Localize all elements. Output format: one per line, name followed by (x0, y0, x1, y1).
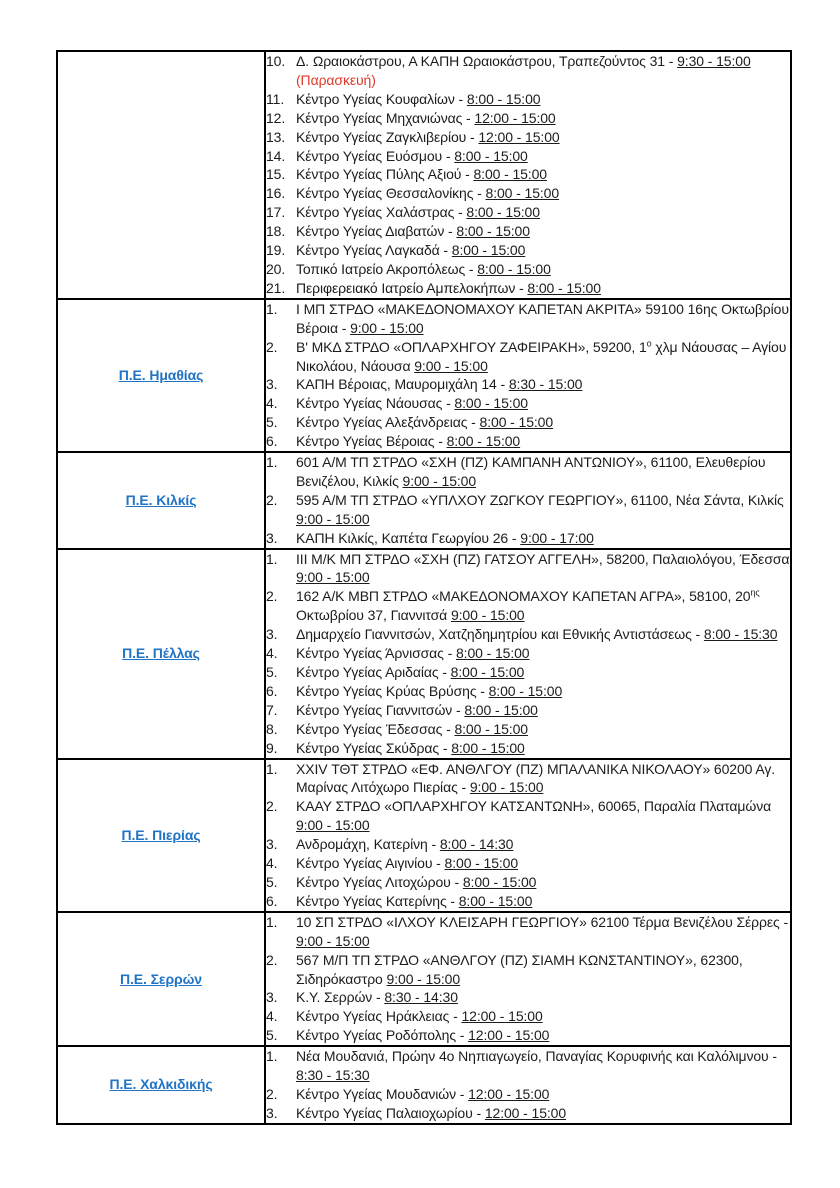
time-range: 9:00 - 15:00 (296, 932, 370, 949)
region-cell (57, 1046, 265, 1124)
item-text (296, 375, 790, 394)
table-row (57, 299, 791, 452)
region-link[interactable]: Π.Ε. Ημαθίας (118, 366, 204, 383)
item-number: 6. (266, 682, 278, 699)
item-text (296, 52, 790, 90)
time-range: 9:00 - 15:00 (450, 607, 525, 624)
item-text (296, 739, 790, 758)
item-text (296, 892, 790, 911)
location-text: Κέντρο Υγείας Αλεξάνδρειας - (296, 414, 480, 431)
time-range: 9:00 - 15:00 (402, 472, 477, 489)
item-number: 3. (266, 376, 278, 393)
time-range: 8:00 - 15:00 (477, 260, 551, 277)
item-number: 13. (266, 128, 286, 145)
list-item (266, 701, 790, 720)
list-item (266, 854, 790, 873)
time-range: 8:30 - 15:30 (296, 1067, 370, 1084)
items-cell (265, 912, 791, 1046)
item-number: 1. (266, 1048, 278, 1065)
list-item (266, 260, 790, 279)
location-text: Κέντρο Υγείας Κουφαλίων - (296, 90, 467, 107)
time-range: 8:00 - 15:00 (466, 204, 540, 221)
items-cell (265, 549, 791, 759)
location-text: Κέντρο Υγείας Πύλης Αξιού - (296, 166, 474, 183)
list-item (266, 203, 790, 222)
time-range: 12:00 - 15:00 (461, 1008, 543, 1025)
item-number: 1. (266, 913, 278, 930)
item-number: 19. (266, 242, 286, 259)
item-text (296, 587, 790, 625)
list-item (266, 453, 790, 491)
item-number: 4. (266, 855, 278, 872)
location-text: Νέα Μουδανιά, Πρώην 4ο Νηπιαγωγείο, Παναγίας Κορυφινής και Καλόλιμνου - (296, 1048, 777, 1065)
table-row (57, 1046, 791, 1124)
location-text: Κέντρο Υγείας Ζαγκλιβερίου - (296, 128, 479, 145)
items-cell (265, 51, 791, 299)
item-number: 4. (266, 645, 278, 662)
list-item (266, 338, 790, 376)
item-number: 14. (266, 147, 286, 164)
item-number: 3. (266, 1104, 278, 1121)
item-number: 4. (266, 395, 278, 412)
item-number: 2. (266, 338, 278, 355)
region-link[interactable]: Π.Ε. Χαλκιδικής (109, 1076, 213, 1093)
item-number: 2. (266, 588, 278, 605)
location-text: Κ.Υ. Σερρών - (296, 989, 385, 1006)
item-text (296, 1085, 790, 1104)
list-item (266, 835, 790, 854)
list-item (266, 760, 790, 798)
location-text: χλμ Νάουσας – Αγίου Νικολάου, Νάουσα (296, 338, 787, 374)
location-text: ΚΑΠΗ Βέροιας, Μαυρομιχάλη 14 - (296, 376, 509, 393)
item-text (296, 873, 790, 892)
list-item (266, 873, 790, 892)
item-number: 18. (266, 223, 286, 240)
location-text: Κέντρο Υγείας Βέροιας - (296, 433, 447, 450)
region-cell (57, 759, 265, 912)
list-item (266, 491, 790, 529)
list-item (266, 413, 790, 432)
list-item (266, 375, 790, 394)
item-text (296, 797, 790, 835)
location-text: Κέντρο Υγείας Ευόσμου - (296, 147, 455, 164)
item-number: 5. (266, 664, 278, 680)
item-text (296, 701, 790, 720)
table-row (57, 452, 791, 549)
item-number: 2. (266, 798, 278, 815)
item-number: 5. (266, 1027, 278, 1044)
list-item (266, 663, 790, 682)
table-row (57, 759, 791, 912)
list-item (266, 951, 790, 989)
location-text: Κέντρο Υγείας Κατερίνης - (296, 892, 459, 909)
list-item (266, 279, 790, 298)
region-link[interactable]: Π.Ε. Σερρών (120, 970, 202, 987)
item-number: 6. (266, 433, 278, 450)
location-text: Κέντρο Υγείας Αριδαίας - (296, 664, 451, 680)
item-text (296, 184, 790, 203)
time-range: 9:00 - 17:00 (520, 529, 594, 546)
location-text: Κέντρο Υγείας Γιαννιτσών - (296, 701, 465, 718)
location-text: 595 Α/Μ ΤΠ ΣΤΡΔΟ «ΥΠΛΧΟΥ ΖΩΓΚΟΥ ΓΕΩΡΓΙΟΥ», 61100, Νέα Σάντα, Κιλκίς (296, 491, 784, 508)
time-range: 9:00 - 15:00 (296, 817, 370, 834)
location-text: 567 Μ/Π ΤΠ ΣΤΡΔΟ «ΑΝΘΛΓΟΥ (ΠΖ) ΣΙΑΜΗ ΚΩΝΣΤΑΝΤΙΝΟΥ», 62300, Σιδηρόκαστρο (296, 951, 743, 987)
item-text (296, 1047, 790, 1085)
location-text: Κέντρο Υγείας Παλαιοχωρίου - (296, 1104, 485, 1121)
item-text (296, 720, 790, 739)
day-note: (Παρασκευή) (296, 71, 376, 88)
region-link[interactable]: Π.Ε. Κιλκίς (125, 491, 197, 508)
time-range: 8:00 - 14:30 (439, 836, 514, 853)
time-range: 12:00 - 15:00 (478, 128, 560, 145)
time-range: 8:00 - 15:00 (451, 242, 526, 259)
item-text (296, 109, 790, 128)
time-range: 8:00 - 15:30 (703, 626, 778, 643)
list-item (266, 222, 790, 241)
item-number: 11. (266, 90, 285, 107)
item-text (296, 760, 790, 798)
location-text: Κέντρο Υγείας Σκύδρας - (296, 739, 452, 756)
item-text (296, 413, 790, 432)
time-range: 8:00 - 15:00 (488, 682, 563, 699)
item-number: 21. (266, 279, 286, 296)
location-text: 162 Α/Κ ΜΒΠ ΣΤΡΔΟ «ΜΑΚΕΔΟΝΟΜΑΧΟΥ ΚΑΠΕΤΑΝ ΑΓΡΑ», 58100, 20 (296, 588, 751, 605)
item-text (296, 165, 790, 184)
time-range: 12:00 - 15:00 (484, 1104, 567, 1121)
item-text (296, 529, 790, 548)
item-number: 20. (266, 260, 286, 277)
item-text (296, 90, 790, 109)
item-text (296, 222, 790, 241)
time-range: 8:00 - 15:00 (455, 645, 530, 662)
list-item (266, 625, 790, 644)
list-item (266, 109, 790, 128)
list-item (266, 184, 790, 203)
list-item (266, 892, 790, 911)
item-text (296, 394, 790, 413)
location-text: Κέντρο Υγείας Έδεσσας - (296, 720, 455, 737)
item-number: 2. (266, 491, 278, 508)
location-text: Οκτωβρίου 37, Γιαννιτσά (296, 607, 451, 624)
schedule-table (56, 50, 792, 1125)
item-number: 4. (266, 1008, 278, 1025)
item-text (296, 300, 790, 338)
list-item (266, 165, 790, 184)
item-number: 3. (266, 626, 278, 643)
location-text: Κέντρο Υγείας Ηράκλειας - (296, 1008, 462, 1025)
list-item (266, 913, 790, 951)
item-number: 15. (266, 166, 286, 183)
time-range: 9:00 - 15:00 (414, 357, 488, 374)
time-range: 8:00 - 15:00 (444, 855, 519, 872)
region-cell (57, 912, 265, 1046)
item-text (296, 491, 790, 529)
list-item (266, 644, 790, 663)
location-text: Κέντρο Υγείας Κρύας Βρύσης - (296, 682, 489, 699)
time-range: 8:00 - 15:00 (527, 279, 601, 296)
time-range: 8:00 - 15:00 (458, 892, 533, 909)
item-text (296, 550, 790, 588)
list-item (266, 739, 790, 758)
region-link[interactable]: Π.Ε. Πέλλας (122, 645, 200, 662)
list-item (266, 720, 790, 739)
list-item (266, 988, 790, 1007)
time-range: 8:00 - 15:00 (446, 433, 521, 450)
time-range: 8:00 - 15:00 (451, 739, 525, 756)
location-text: Β' ΜΚΔ ΣΤΡΔΟ «ΟΠΛΑΡΧΗΓΟΥ ΖΑΦΕΙΡΑΚΗ», 59200, 1 (296, 338, 647, 355)
list-item (266, 1026, 790, 1045)
table-row (57, 51, 791, 299)
time-range: 12:00 - 15:00 (468, 1027, 550, 1044)
location-text: Κέντρο Υγείας Λιτοχώρου - (296, 873, 463, 890)
list-item (266, 1104, 790, 1123)
item-number: 3. (266, 529, 278, 546)
location-text: Κέντρο Υγείας Αιγινίου - (296, 855, 445, 872)
item-number: 5. (266, 873, 278, 890)
list-item (266, 241, 790, 260)
schedule-table-body (57, 51, 791, 1124)
time-range: 8:00 - 15:00 (456, 223, 530, 240)
location-text: ΚΑΠΗ Κιλκίς, Καπέτα Γεωργίου 26 - (296, 529, 521, 546)
time-range: 9:00 - 15:00 (296, 569, 370, 586)
location-text: Κέντρο Υγείας Μουδανιών - (296, 1085, 469, 1102)
location-text: Δ. Ωραιοκάστρου, Α ΚΑΠΗ Ωραιοκάστρου, Τραπεζούντος 31 - (296, 53, 678, 69)
item-text (296, 203, 790, 222)
item-number: 3. (266, 989, 278, 1006)
item-text (296, 988, 790, 1007)
time-range: 8:00 - 15:00 (485, 185, 560, 202)
items-cell (265, 452, 791, 549)
item-text (296, 279, 790, 298)
item-text (296, 1104, 790, 1123)
location-text: Κέντρο Υγείας Ροδόπολης - (296, 1027, 469, 1044)
list-item (266, 1085, 790, 1104)
time-range: 8:30 - 14:30 (384, 989, 458, 1006)
time-range: 8:00 - 15:00 (464, 701, 538, 718)
location-text: ΚΑΑΥ ΣΤΡΔΟ «ΟΠΛΑΡΧΗΓΟΥ ΚΑΤΣΑΝΤΩΝΗ», 60065, Παραλία Πλαταμώνα (296, 798, 772, 815)
time-range: 8:00 - 15:00 (454, 720, 528, 737)
item-text (296, 835, 790, 854)
table-row (57, 549, 791, 759)
item-number: 3. (266, 836, 278, 853)
ordinal-suffix: ης (750, 587, 760, 598)
item-text (296, 432, 790, 451)
region-link[interactable]: Π.Ε. Πιερίας (121, 826, 201, 843)
item-text (296, 625, 790, 644)
time-range: 8:00 - 15:00 (454, 395, 528, 412)
region-cell (57, 452, 265, 549)
item-number: 16. (266, 185, 286, 202)
time-range: 8:00 - 15:00 (473, 166, 547, 183)
item-text (296, 338, 790, 376)
item-number: 17. (266, 204, 286, 221)
item-text (296, 1026, 790, 1045)
table-row (57, 912, 791, 1046)
location-text: Κέντρο Υγείας Χαλάστρας - (296, 204, 467, 221)
list-item (266, 797, 790, 835)
item-text (296, 644, 790, 663)
location-text: Κέντρο Υγείας Άρνισσας - (296, 645, 456, 662)
item-text (296, 147, 790, 166)
time-range: 8:00 - 15:00 (466, 90, 541, 107)
list-item (266, 432, 790, 451)
location-text: Περιφερειακό Ιατρείο Αμπελοκήπων - (296, 279, 528, 296)
item-text (296, 951, 790, 989)
items-cell (265, 759, 791, 912)
item-number: 5. (266, 414, 278, 431)
item-number: 8. (266, 720, 278, 737)
list-item (266, 682, 790, 701)
location-text: 10 ΣΠ ΣΤΡΔΟ «ΙΛΧΟΥ ΚΛΕΙΣΑΡΗ ΓΕΩΡΓΙΟΥ» 62100 Τέρμα Βενιζέλου Σέρρες - (296, 913, 789, 930)
location-text: 601 Α/Μ ΤΠ ΣΤΡΔΟ «ΣΧΗ (ΠΖ) ΚΑΜΠΑΝΗ ΑΝΤΩΝΙΟΥ», 61100, Ελευθερίου Βενιζέλου, Κιλκίς (296, 454, 766, 489)
items-cell (265, 1046, 791, 1124)
region-cell (57, 549, 265, 759)
item-text (296, 128, 790, 147)
list-item (266, 587, 790, 625)
item-text (296, 260, 790, 279)
item-number: 6. (266, 892, 278, 909)
time-range: 8:00 - 15:00 (454, 147, 528, 164)
location-text: Δημαρχείο Γιαννιτσών, Χατζηδημητρίου και Εθνικής Αντιστάσεως - (296, 626, 704, 643)
ordinal-suffix: ο (646, 337, 652, 348)
location-text: ΙΙΙ Μ/Κ ΜΠ ΣΤΡΔΟ «ΣΧΗ (ΠΖ) ΓΑΤΣΟΥ ΑΓΓΕΛΗ», 58200, Παλαιολόγου, Έδεσσα (296, 550, 790, 567)
item-text (296, 1007, 790, 1026)
location-text: Κέντρο Υγείας Μηχανιώνας - (296, 109, 475, 126)
location-text: Κέντρο Υγείας Λαγκαδά - (296, 242, 452, 259)
time-range: 8:00 - 15:00 (450, 664, 525, 680)
location-text: Τοπικό Ιατρείο Ακροπόλεως - (296, 260, 478, 277)
time-range: 9:00 - 15:00 (296, 510, 370, 527)
item-number: 10. (266, 53, 286, 69)
region-cell (57, 299, 265, 452)
list-item (266, 300, 790, 338)
list-item (266, 90, 790, 109)
time-range: 12:00 - 15:00 (468, 1085, 550, 1102)
time-range: 9:00 - 15:00 (386, 970, 461, 987)
time-range: 9:00 - 15:00 (469, 779, 544, 796)
list-item (266, 147, 790, 166)
item-text (296, 663, 790, 682)
list-item (266, 52, 790, 90)
time-range: 12:00 - 15:00 (474, 109, 556, 126)
item-number: 1. (266, 550, 278, 567)
location-text: Ι ΜΠ ΣΤΡΔΟ «ΜΑΚΕΔΟΝΟΜΑΧΟΥ ΚΑΠΕΤΑΝ ΑΚΡΙΤΑ» 59100 16ης Οκτωβρίου Βέροια - (296, 300, 789, 336)
location-text: Κέντρο Υγείας Νάουσας - (296, 395, 455, 412)
item-number: 9. (266, 739, 278, 756)
item-text (296, 453, 790, 491)
list-item (266, 1047, 790, 1085)
item-number: 1. (266, 760, 278, 777)
item-number: 12. (266, 109, 286, 126)
item-text (296, 241, 790, 260)
list-item (266, 128, 790, 147)
time-range: 9:00 - 15:00 (350, 319, 424, 336)
time-range: 9:30 - 15:00 (677, 53, 751, 69)
region-cell (57, 51, 265, 299)
item-number: 7. (266, 701, 278, 718)
list-item (266, 394, 790, 413)
location-text: Κέντρο Υγείας Διαβατών - (296, 223, 457, 240)
items-cell (265, 299, 791, 452)
location-text: Κέντρο Υγείας Θεσσαλονίκης - (296, 185, 486, 202)
time-range: 8:30 - 15:00 (508, 376, 583, 393)
item-number: 1. (266, 454, 278, 471)
list-item (266, 550, 790, 588)
location-text: Ανδρομάχη, Κατερίνη - (296, 836, 440, 853)
item-number: 1. (266, 300, 278, 317)
list-item (266, 529, 790, 548)
time-range: 8:00 - 15:00 (479, 414, 554, 431)
item-text (296, 682, 790, 701)
location-text: ΧΧΙV ΤΘΤ ΣΤΡΔΟ «ΕΦ. ΑΝΘΛΓΟΥ (ΠΖ) ΜΠΑΛΑΝΙΚΑ ΝΙΚΟΛΑΟΥ» 60200 Αγ. Μαρίνας Λιτόχωρο Πιερίας - (296, 760, 776, 796)
item-number: 2. (266, 951, 278, 968)
item-text (296, 913, 790, 951)
item-text (296, 854, 790, 873)
item-number: 2. (266, 1085, 278, 1102)
list-item (266, 1007, 790, 1026)
time-range: 8:00 - 15:00 (462, 873, 537, 890)
